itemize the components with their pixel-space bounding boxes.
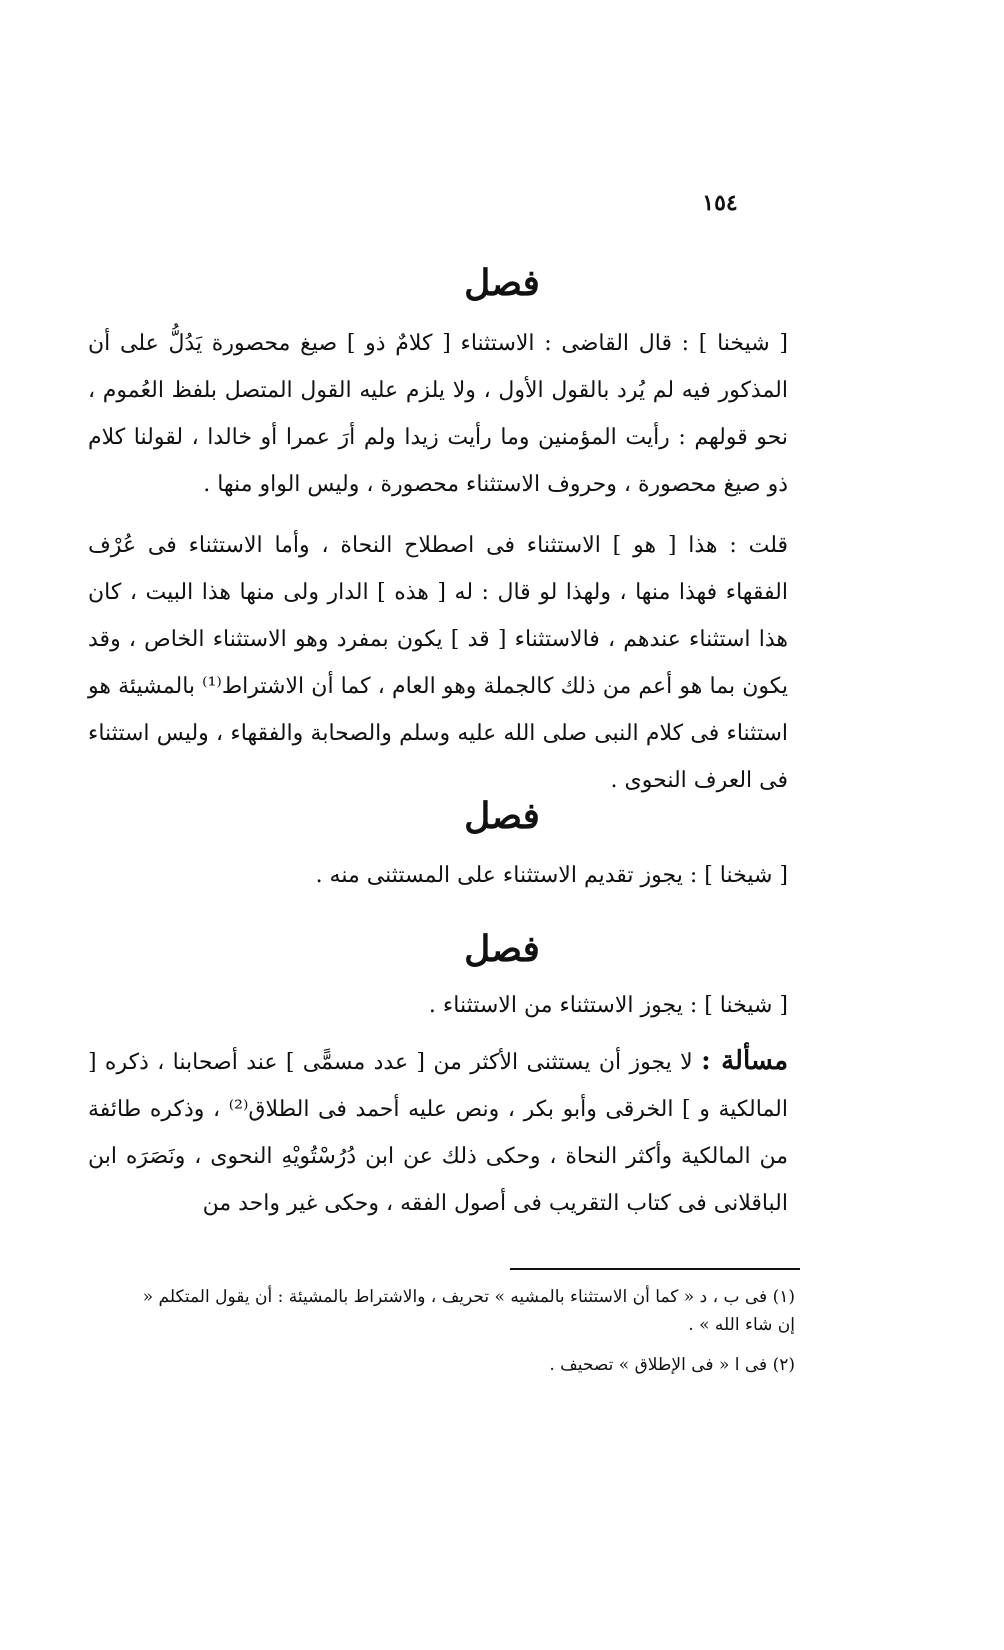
footnote: (٢) فى ا « فى الإطلاق » تصحيف .: [549, 1355, 795, 1375]
section-heading: فصل: [464, 795, 540, 837]
section-heading: فصل: [464, 262, 540, 304]
paragraph: [ شيخنا ] : قال القاضى : الاستثناء [ كلامٌ ذو ] صيغ محصورة يَدُلُّ على أن المذكور فيه لم يُرد بالقول الأول ، ولا يلزم عليه القول المتصل بلفظ العُموم ، نحو قولهم : رأيت المؤمنين وما رأيت زيدا ولم أرَ عمرا أو خالدا ، لقولنا كلام ذو صيغ محصورة ، وحروف الاستثناء محصورة ، وليس الواو منها .: [88, 331, 788, 497]
masala-paragraph: [88, 1038, 788, 1227]
masala-text: لا يجوز أن يستثنى الأكثر من [ عدد مسمًّى ] عند أصحابنا ، ذكره [ المالكية و ] الخرقى وأبو بكر ، ونص عليه أحمد فى الطلاق⁽²⁾ ، وذكره طائفة من المالكية وأكثر النحاة ، وحكى ذلك عن ابن دُرُسْتُويْهِ النحوى ، ونَصَرَه ابن الباقلانى فى كتاب التقريب فى أصول الفقه ، وحكى غير واحد من: [88, 1050, 788, 1216]
footnotes: [130, 1283, 795, 1391]
paragraph: قلت : هذا [ هو ] الاستثناء فى اصطلاح النحاة ، وأما الاستثناء فى عُرْف الفقهاء فهذا منها ، ولهذا لو قال : له [ هذه ] الدار ولى منها هذا البيت ، كان هذا استثناء عندهم ، فالاستثناء [ قد ] يكون بمفرد وهو الاستثناء الخاص ، وقد يكون بما هو أعم من ذلك كالجملة وهو العام ، كما أن الاشتراط⁽¹⁾ بالمشيئة هو استثناء فى كلام النبى صلى الله عليه وسلم والصحابة والفقهاء ، وليس استثناء فى العرف النحوى .: [88, 533, 788, 793]
footnote-divider: [510, 1268, 800, 1270]
footnote: (١) فى ب ، د « كما أن الاستثناء بالمشيه » تحريف ، والاشتراط بالمشيئة : أن يقول المتكلم « إن شاء الله » .: [142, 1287, 795, 1335]
page-number: ١٥٤: [702, 190, 738, 216]
section-heading: فصل: [464, 928, 540, 970]
masala-label: مسألة :: [701, 1046, 788, 1076]
paragraph: [ شيخنا ] : يجوز تقديم الاستثناء على المستثنى منه .: [315, 863, 788, 888]
paragraph: [ شيخنا ] : يجوز الاستثناء من الاستثناء .: [428, 993, 788, 1018]
